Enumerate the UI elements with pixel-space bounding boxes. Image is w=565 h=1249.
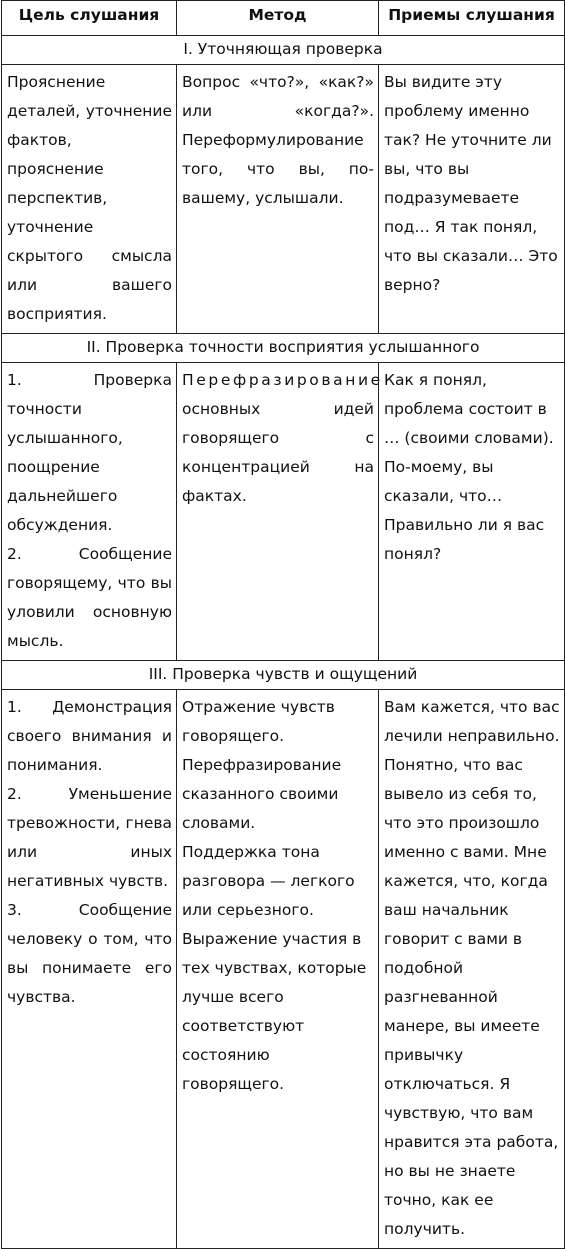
goal-text: 3. Сообщение человеку о том, что вы понимаете его чувства. [7, 901, 172, 1006]
goal-cell [2, 65, 177, 334]
techniques-cell [379, 363, 565, 661]
techniques-text: Вам кажется, что вас лечили неправильно. Понятно, что вас вывело из себя то, что это произошло именно с вами. Мне кажется, что, когда ваш начальник говорит с вами в подобной разгневанной манере, вы имеете привычку отключаться. Я чувствую, что вам нравится эта работа, но вы не знаете точно, как ее получить. [384, 698, 560, 1238]
techniques-text: Как я понял, проблема состоит в … (своими словами). По-моему, вы сказали, что… Правильно ли я вас понял? [384, 371, 554, 563]
method-text: Вопрос «что?», «как?» или «когда?». Переформулирование того, что вы, по-вашему, услышали. [182, 73, 374, 207]
header-method: Метод [177, 1, 379, 36]
header-row [2, 1, 565, 36]
goal-cell [2, 363, 177, 661]
method-cell [177, 363, 383, 661]
goal-text: 2. Сообщение говорящему, что вы уловили основную мысль. [7, 545, 172, 650]
section-title: II. Проверка точности восприятия услышанного [2, 334, 565, 363]
section-title-row [2, 36, 565, 65]
table-row [2, 690, 565, 1249]
method-emphasis: Перефразирование [182, 371, 383, 389]
goal-text: 1. Демонстрация своего внимания и понимания. [7, 698, 172, 774]
table-row [2, 65, 565, 334]
section-title: III. Проверка чувств и ощущений [2, 661, 565, 690]
goal-cell [2, 690, 177, 1249]
method-text: Перефразирование сказанного своими словами. [182, 756, 342, 832]
header-goal: Цель слушания [2, 1, 177, 36]
method-cell [177, 690, 379, 1249]
method-text: Отражение чувств говорящего. [182, 698, 335, 745]
section-title: I. Уточняющая проверка [2, 36, 565, 65]
method-rest: основных идей говорящего с концентрацией на фактах. [182, 400, 374, 505]
listening-methods-table [1, 0, 565, 1249]
table-row [2, 363, 565, 661]
method-cell [177, 65, 379, 334]
section-title-row [2, 661, 565, 690]
techniques-cell [379, 65, 565, 334]
header-techniques: Приемы слушания [379, 1, 565, 36]
method-text: Поддержка тона разговора — легкого или серьезного. [182, 843, 355, 919]
method-text [182, 366, 383, 511]
method-text: Выражение участия в тех чувствах, которые лучше всего соответствуют состоянию говорящего. [182, 930, 367, 1093]
techniques-cell [379, 690, 565, 1249]
goal-text: 1. Проверка точности услышанного, поощрение дальнейшего обсуждения. [7, 371, 172, 534]
goal-text: 2. Уменьшение тревожности, гнева или иных негативных чувств. [7, 785, 172, 890]
goal-text: Прояснение деталей, уточнение фактов, прояснение перспектив, уточнение скрытого смысла или вашего восприятия. [7, 73, 172, 323]
techniques-text: Вы видите эту проблему именно так? Не уточните ли вы, что вы подразумеваете под… Я так понял, что вы сказали… Это верно? [384, 73, 558, 294]
section-title-row [2, 334, 565, 363]
